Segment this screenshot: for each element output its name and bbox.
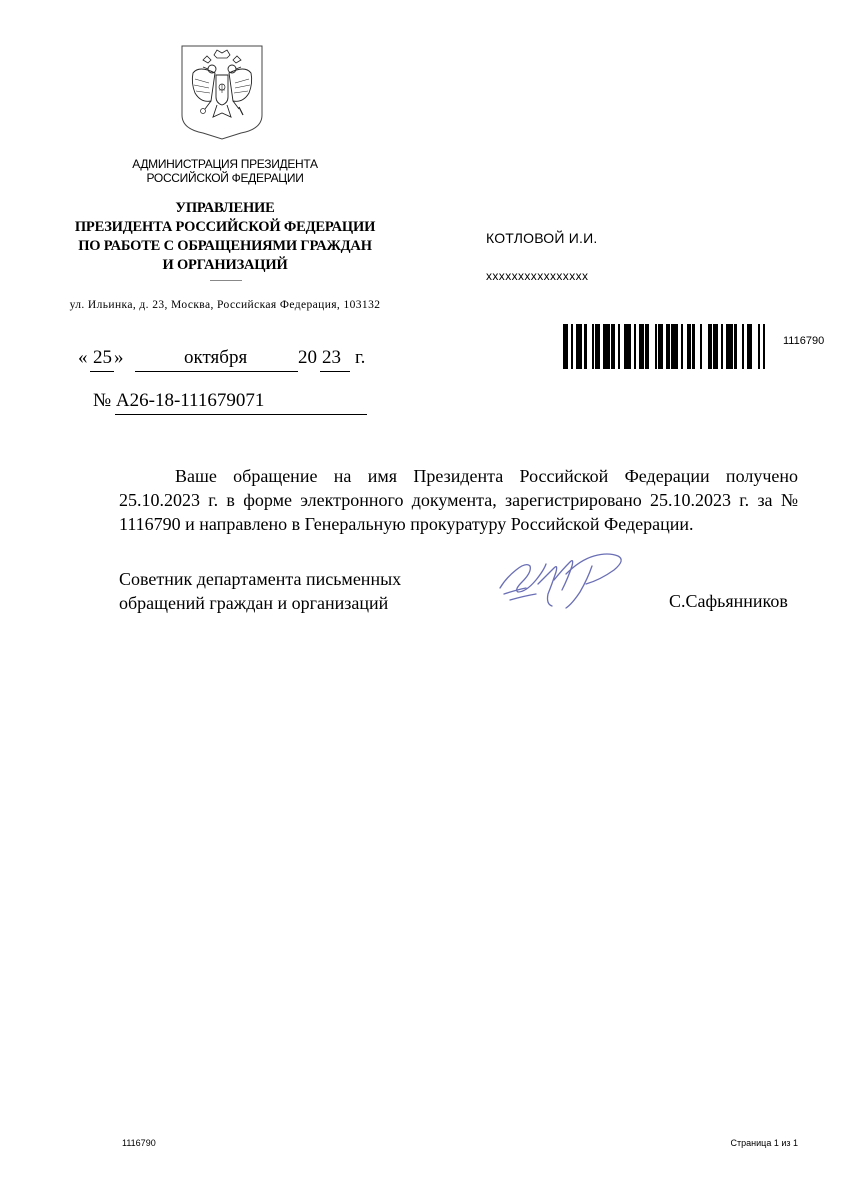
letter-body: Ваше обращение на имя Президента Российской Федерации получено 25.10.2023 г. в форме электронного документа, зарегистрировано 25.10.2023 г. за № 1116790 и направлено в Генеральную прокуратуру Российской Федерации. [119,466,798,534]
department-line-2: ПРЕЗИДЕНТА РОССИЙСКОЙ ФЕДЕРАЦИИ [74,219,376,235]
date-year-prefix: 20 [298,347,317,368]
date-year-abbr: г. [355,347,366,368]
date-month: октября [184,347,248,368]
signer-title [119,567,439,615]
addressee-name: КОТЛОВОЙ И.И. [486,230,598,246]
footer-page-number: Страница 1 из 1 [730,1138,798,1148]
admin-line-2: РОССИЙСКОЙ ФЕДЕРАЦИИ [146,171,304,185]
signer-name: С.Сафьянников [669,591,788,611]
registration-value: А26-18-111679071 [115,390,265,411]
barcode-gap [765,324,770,369]
sender-address: ул. Ильинка, д. 23, Москва, Российская Федерация, 103132 [69,299,381,311]
signer-title-line-2: обращений граждан и организаций [119,593,389,613]
date-day: 25 [93,347,112,368]
handwritten-signature-icon [496,548,631,613]
date-year-underline [320,371,350,372]
date-day-underline [90,371,114,372]
date-open-quote: « [78,347,88,368]
department-line-3: ПО РАБОТЕ С ОБРАЩЕНИЯМИ ГРАЖДАН [78,238,372,254]
department-divider [210,280,242,281]
registration-number [93,390,264,412]
department-line-4: И ОРГАНИЗАЦИЙ [162,257,288,273]
signer-title-line-1: Советник департамента письменных [119,569,402,589]
department-line-1: УПРАВЛЕНИЕ [175,200,275,216]
registration-sign: № [93,390,112,411]
date-month-underline [135,371,298,372]
addressee-address: xxxxxxxxxxxxxxxx [486,269,589,283]
registration-underline [115,414,367,415]
barcode [563,324,770,369]
barcode-number: 1116790 [783,335,825,347]
footer-document-number: 1116790 [122,1138,156,1148]
date-year-suffix: 23 [322,347,341,368]
date-close-quote: » [114,347,124,368]
admin-line-1: АДМИНИСТРАЦИЯ ПРЕЗИДЕНТА [132,157,318,171]
russian-coat-of-arms-icon [181,45,263,140]
